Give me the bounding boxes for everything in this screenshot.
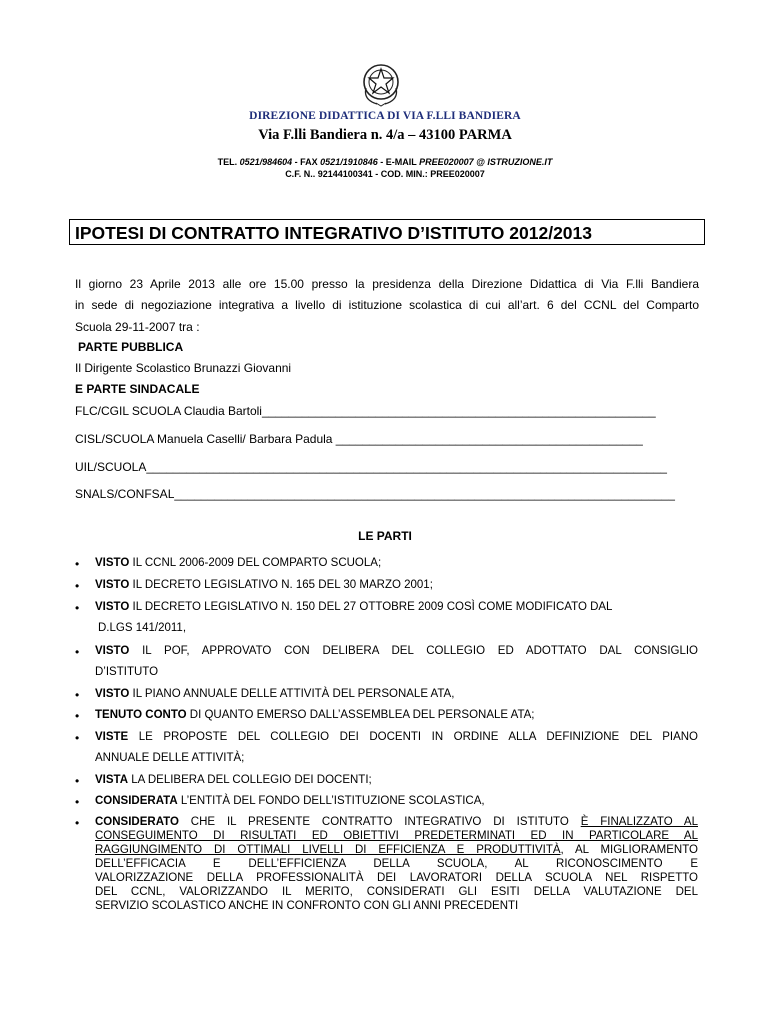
list-item: TENUTO CONTO DI QUANTO EMERSO DALL’ASSEMBLEA DEL PERSONALE ATA; (95, 709, 535, 721)
bullet: • (75, 601, 80, 615)
list-item-continuation: CONSEGUIMENTO DI RISULTATI ED OBIETTIVI PREDETERMINATI ED IN PARTICOLARE AL (95, 830, 698, 842)
union-line-cisl: CISL/SCUOLA Manuela Caselli/ Barbara Padula ______________________________________________ (75, 432, 643, 446)
list-item: VISTO IL DECRETO LEGISLATIVO N. 150 DEL 27 OTTOBRE 2009 COSÌ COME MODIFICATO DAL (95, 601, 613, 613)
intro-line-3: Scuola 29-11-2007 tra : (75, 320, 200, 334)
list-item: CONSIDERATO CHE IL PRESENTE CONTRATTO INTEGRATIVO DI ISTITUTO È FINALIZZATO AL (95, 816, 698, 828)
list-item-continuation: SERVIZIO SCOLASTICO ANCHE IN CONFRONTO CON GLI ANNI PRECEDENTI (95, 900, 519, 912)
intro-line-1: Il giorno 23 Aprile 2013 alle ore 15.00 presso la presidenza della Direzione Didattica di Via F.lli Bandiera (75, 277, 699, 291)
list-item: VISTO IL CCNL 2006-2009 DEL COMPARTO SCUOLA; (95, 557, 382, 569)
list-item-continuation: RAGGIUNGIMENTO DI OTTIMALI LIVELLI DI EFFICIENZA E PRODUTTIVITÀ, AL MIGLIORAMENTO (95, 844, 698, 856)
list-item-continuation: ANNUALE DELLE ATTIVITÀ; (95, 752, 245, 764)
list-item: VISTO IL PIANO ANNUALE DELLE ATTIVITÀ DEL PERSONALE ATA, (95, 688, 455, 700)
public-party-heading: PARTE PUBBLICA (78, 340, 184, 354)
list-item: VISTO IL POF, APPROVATO CON DELIBERA DEL COLLEGIO ED ADOTTATO DAL CONSIGLIO (95, 645, 698, 657)
list-item-continuation: VALORIZZAZIONE DELLA PROFESSIONALITÀ DEI LAVORATORI DELLA SCUOLA NEL RISPETTO (95, 872, 698, 884)
bullet: • (75, 816, 80, 830)
list-item-continuation: D’ISTITUTO (95, 666, 159, 678)
intro-line-2: in sede di negoziazione integrativa a livello di istituzione scolastica di cui all’art. 6 del CCNL del Comparto (75, 298, 699, 312)
republic-emblem-icon (359, 58, 403, 108)
document-title: IPOTESI DI CONTRATTO INTEGRATIVO D’ISTITUTO 2012/2013 (75, 223, 592, 243)
union-line-snals: SNALS/CONFSAL___________________________________________________________________________ (75, 487, 675, 501)
codes-line: C.F. N.. 92144100341 - COD. MIN.: PREE020007 (285, 169, 485, 179)
list-item-continuation: DELL’EFFICACIA E DELL’EFFICIENZA DELLA SCUOLA, AL RICONOSCIMENTO E (95, 858, 698, 870)
list-item-continuation: D.LGS 141/2011, (98, 622, 187, 634)
le-parti-heading: LE PARTI (358, 529, 412, 543)
bullet: • (75, 774, 80, 788)
list-item: VISTA LA DELIBERA DEL COLLEGIO DEI DOCENTI; (95, 774, 372, 786)
union-line-uil: UIL/SCUOLA______________________________________________________________________________ (75, 460, 667, 474)
public-party-member: Il Dirigente Scolastico Brunazzi Giovanni (75, 361, 292, 375)
union-party-heading: E PARTE SINDACALE (75, 382, 200, 396)
contact-line: TEL. 0521/984604 - FAX 0521/1910846 - E-MAIL PREE020007 @ ISTRUZIONE.IT (217, 157, 553, 167)
institution-address: Via F.lli Bandiera n. 4/a – 43100 PARMA (258, 127, 512, 143)
document-title-box (69, 219, 705, 245)
bullet: • (75, 645, 80, 659)
list-item: CONSIDERATA L’ENTITÀ DEL FONDO DELL’ISTITUZIONE SCOLASTICA, (95, 795, 485, 807)
list-item-continuation: DEL CCNL, VALORIZZANDO IL MERITO, CONSIDERATI GLI ESITI DELLA VALUTAZIONE DEL (95, 886, 698, 898)
bullet: • (75, 579, 80, 593)
bullet: • (75, 557, 80, 571)
bullet: • (75, 709, 80, 723)
list-item: VISTO IL DECRETO LEGISLATIVO N. 165 DEL 30 MARZO 2001; (95, 579, 433, 591)
list-item: VISTE LE PROPOSTE DEL COLLEGIO DEI DOCENTI IN ORDINE ALLA DEFINIZIONE DEL PIANO (95, 731, 698, 743)
institution-name: DIREZIONE DIDATTICA DI VIA F.LLI BANDIERA (249, 110, 521, 122)
union-line-flc: FLC/CGIL SCUOLA Claudia Bartoli___________________________________________________________ (75, 404, 656, 418)
bullet: • (75, 688, 80, 702)
bullet: • (75, 795, 80, 809)
bullet: • (75, 731, 80, 745)
